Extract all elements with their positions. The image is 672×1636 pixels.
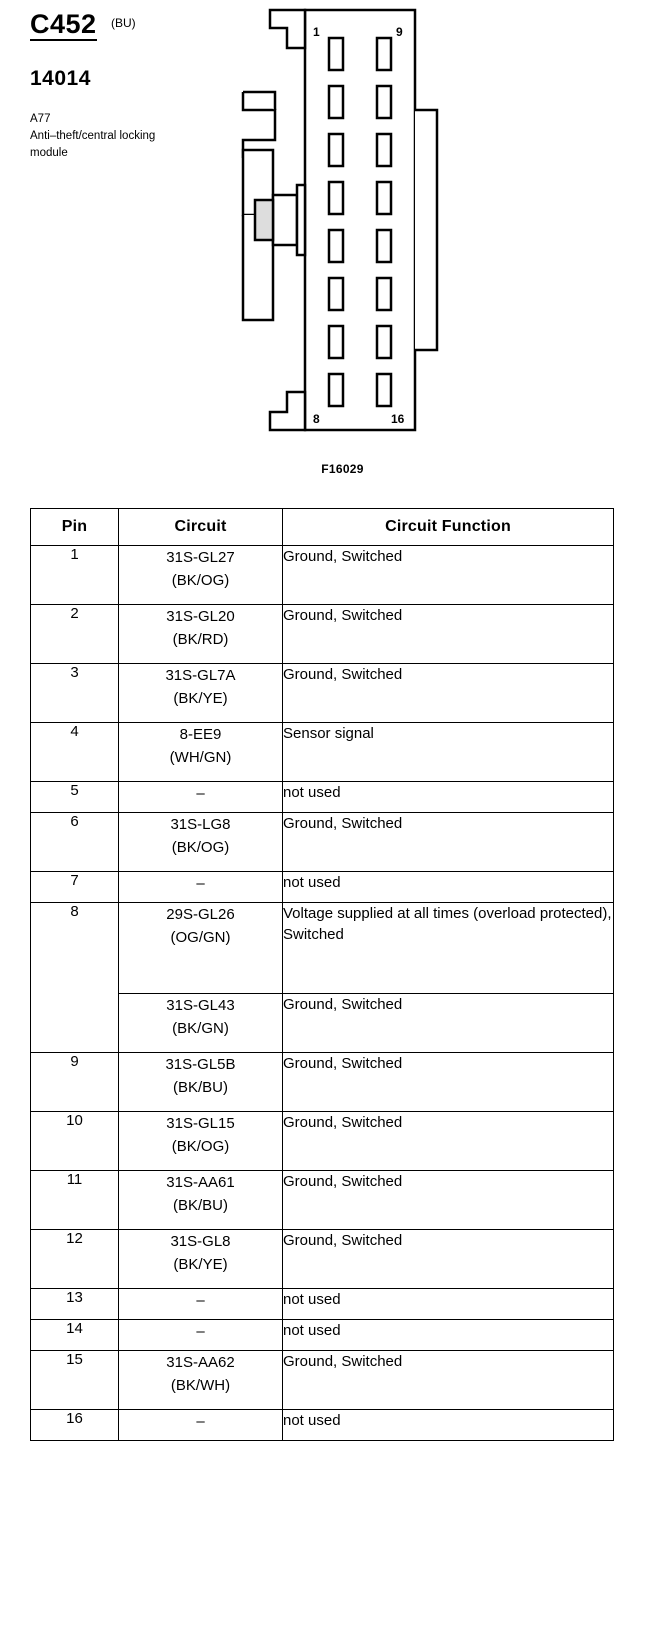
connector-color-code: (BU) [111, 16, 136, 30]
table-row [31, 546, 614, 605]
cell-circuit [119, 782, 283, 813]
table-row [31, 1351, 614, 1410]
table-row [31, 1230, 614, 1289]
circuit-id: 31S-GL20 [166, 608, 235, 625]
cell-circuit [119, 1320, 283, 1351]
table-row [31, 1320, 614, 1351]
table-row [31, 994, 614, 1053]
cell-pin-number: 15 [31, 1351, 119, 1410]
cell-circuit-function: Ground, Switched [283, 664, 614, 723]
connector-svg [225, 0, 460, 490]
figure-label: F16029 [321, 462, 364, 476]
pin-table [30, 508, 614, 1441]
cell-circuit-function: not used [283, 1289, 614, 1320]
circuit-id: – [196, 785, 205, 802]
cell-circuit [119, 903, 283, 994]
column-header-pin: Pin [31, 509, 119, 546]
circuit-id: 31S-AA61 [166, 1174, 235, 1191]
cell-circuit-function: Ground, Switched [283, 1112, 614, 1171]
circuit-wire-color: (BK/YE) [173, 1256, 228, 1274]
circuit-wire-color: (BK/OG) [171, 1138, 230, 1156]
connector-header [30, 10, 230, 161]
pin-label-top-left: 1 [313, 25, 320, 39]
cell-circuit-function: Ground, Switched [283, 1171, 614, 1230]
component-description: Anti–theft/central locking module [30, 130, 156, 159]
cell-pin-number: 8 [31, 903, 119, 1053]
table-row [31, 903, 614, 994]
cell-circuit-function: not used [283, 1410, 614, 1441]
pin-label-bottom-left: 8 [313, 412, 320, 426]
circuit-id: 31S-GL27 [166, 549, 235, 566]
table-row [31, 813, 614, 872]
cell-circuit-function: Sensor signal [283, 723, 614, 782]
cell-circuit [119, 664, 283, 723]
table-row [31, 723, 614, 782]
cell-circuit [119, 994, 283, 1053]
circuit-wire-color: (BK/RD) [172, 631, 229, 649]
cell-pin-number: 7 [31, 872, 119, 903]
cell-circuit [119, 1230, 283, 1289]
table-row [31, 664, 614, 723]
circuit-id: – [196, 1413, 205, 1430]
table-row [31, 1053, 614, 1112]
table-row [31, 605, 614, 664]
cell-pin-number: 3 [31, 664, 119, 723]
cell-circuit-function: not used [283, 782, 614, 813]
cell-pin-number: 14 [31, 1320, 119, 1351]
pin-label-bottom-right: 16 [391, 412, 405, 426]
cell-circuit [119, 1289, 283, 1320]
table-row [31, 1112, 614, 1171]
circuit-id: – [196, 1323, 205, 1340]
cell-circuit [119, 605, 283, 664]
table-row [31, 1410, 614, 1441]
cell-pin-number: 9 [31, 1053, 119, 1112]
cell-pin-number: 13 [31, 1289, 119, 1320]
cell-circuit [119, 872, 283, 903]
circuit-id: 31S-GL5B [165, 1056, 236, 1073]
circuit-wire-color: (BK/OG) [171, 572, 230, 590]
cell-circuit [119, 1053, 283, 1112]
circuit-id: 8-EE9 [179, 726, 222, 743]
cell-pin-number: 1 [31, 546, 119, 605]
circuit-wire-color: (BK/YE) [173, 690, 228, 708]
cell-pin-number: 4 [31, 723, 119, 782]
circuit-wire-color: (WH/GN) [169, 749, 232, 767]
circuit-wire-color: (BK/WH) [170, 1377, 231, 1395]
circuit-id: – [196, 1292, 205, 1309]
cell-circuit [119, 1171, 283, 1230]
cell-circuit [119, 546, 283, 605]
circuit-id: 31S-GL7A [165, 667, 236, 684]
cell-circuit [119, 1112, 283, 1171]
circuit-wire-color: (BK/BU) [172, 1079, 228, 1097]
column-header-circuit-function: Circuit Function [283, 509, 614, 546]
circuit-id: 31S-AA62 [166, 1354, 235, 1371]
cell-circuit [119, 1410, 283, 1441]
cell-pin-number: 6 [31, 813, 119, 872]
cell-circuit-function: Ground, Switched [283, 605, 614, 664]
cell-pin-number: 16 [31, 1410, 119, 1441]
cell-pin-number: 5 [31, 782, 119, 813]
circuit-id: 31S-GL43 [166, 997, 235, 1014]
cell-pin-number: 11 [31, 1171, 119, 1230]
connector-diagram [225, 0, 460, 490]
cell-pin-number: 2 [31, 605, 119, 664]
connector-code: C452 [30, 10, 97, 41]
cell-circuit-function: Ground, Switched [283, 1053, 614, 1112]
circuit-wire-color: (OG/GN) [170, 929, 231, 947]
cell-pin-number: 10 [31, 1112, 119, 1171]
part-number: 14014 [30, 67, 91, 91]
table-row [31, 1289, 614, 1320]
table-row [31, 872, 614, 903]
pin-label-top-right: 9 [396, 25, 403, 39]
cell-circuit-function: Ground, Switched [283, 994, 614, 1053]
cell-pin-number: 12 [31, 1230, 119, 1289]
cell-circuit [119, 813, 283, 872]
circuit-id: – [196, 875, 205, 892]
circuit-id: 31S-LG8 [170, 816, 231, 833]
circuit-id: 31S-GL15 [166, 1115, 235, 1132]
column-header-circuit: Circuit [119, 509, 283, 546]
cell-circuit-function: Voltage supplied at all times (overload protected), Switched [283, 903, 614, 994]
cell-circuit [119, 1351, 283, 1410]
cell-circuit-function: not used [283, 1320, 614, 1351]
cell-circuit [119, 723, 283, 782]
circuit-wire-color: (BK/GN) [172, 1020, 229, 1038]
table-header-row [31, 509, 614, 546]
component-id: A77 [30, 113, 51, 126]
table-row [31, 782, 614, 813]
circuit-wire-color: (BK/BU) [172, 1197, 228, 1215]
cell-circuit-function: Ground, Switched [283, 1351, 614, 1410]
circuit-wire-color: (BK/OG) [171, 839, 230, 857]
circuit-id: 29S-GL26 [166, 906, 235, 923]
cell-circuit-function: Ground, Switched [283, 813, 614, 872]
cell-circuit-function: Ground, Switched [283, 1230, 614, 1289]
cell-circuit-function: Ground, Switched [283, 546, 614, 605]
table-row [31, 1171, 614, 1230]
circuit-id: 31S-GL8 [170, 1233, 231, 1250]
cell-circuit-function: not used [283, 872, 614, 903]
pin-table-body [31, 546, 614, 1441]
